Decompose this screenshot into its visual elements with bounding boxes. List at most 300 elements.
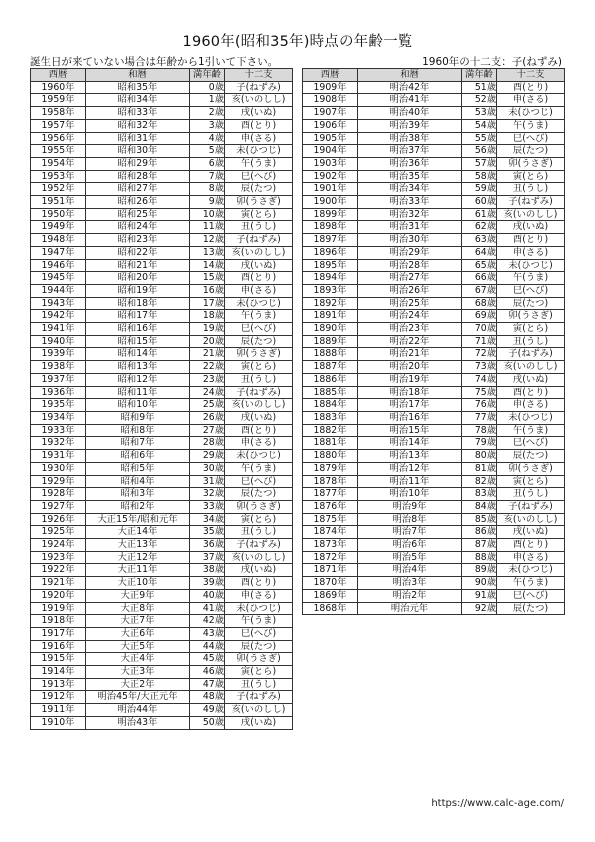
zodiac-cell: 亥(いのしし) bbox=[497, 208, 565, 221]
header-zodiac: 十二支 bbox=[225, 69, 293, 82]
age-cell: 29歳 bbox=[190, 450, 225, 463]
table-row bbox=[31, 539, 293, 552]
japanese-era-cell: 昭和35年 bbox=[86, 81, 190, 94]
japanese-era-cell: 明治44年 bbox=[86, 704, 190, 717]
table-row bbox=[303, 373, 565, 386]
western-year-cell: 1892年 bbox=[303, 297, 358, 310]
table-row bbox=[31, 361, 293, 374]
western-year-cell: 1895年 bbox=[303, 259, 358, 272]
japanese-era-cell: 大正14年 bbox=[86, 526, 190, 539]
western-year-cell: 1884年 bbox=[303, 399, 358, 412]
age-cell: 8歳 bbox=[190, 183, 225, 196]
age-cell: 32歳 bbox=[190, 488, 225, 501]
zodiac-cell: 亥(いのしし) bbox=[497, 361, 565, 374]
table-row bbox=[31, 348, 293, 361]
age-cell: 18歳 bbox=[190, 310, 225, 323]
zodiac-cell: 辰(たつ) bbox=[225, 640, 293, 653]
japanese-era-cell: 明治21年 bbox=[358, 348, 462, 361]
zodiac-cell: 亥(いのしし) bbox=[225, 704, 293, 717]
age-cell: 75歳 bbox=[462, 386, 497, 399]
western-year-cell: 1942年 bbox=[31, 310, 86, 323]
table-row bbox=[31, 208, 293, 221]
western-year-cell: 1958年 bbox=[31, 107, 86, 120]
western-year-cell: 1930年 bbox=[31, 462, 86, 475]
table-row bbox=[31, 221, 293, 234]
western-year-cell: 1893年 bbox=[303, 284, 358, 297]
western-year-cell: 1929年 bbox=[31, 475, 86, 488]
zodiac-cell: 寅(とら) bbox=[497, 475, 565, 488]
age-cell: 69歳 bbox=[462, 310, 497, 323]
age-cell: 43歳 bbox=[190, 627, 225, 640]
header-row bbox=[31, 69, 293, 82]
zodiac-cell: 寅(とら) bbox=[225, 208, 293, 221]
zodiac-cell: 申(さる) bbox=[225, 132, 293, 145]
western-year-cell: 1957年 bbox=[31, 119, 86, 132]
zodiac-cell: 亥(いのしし) bbox=[225, 94, 293, 107]
age-cell: 12歳 bbox=[190, 234, 225, 247]
age-cell: 72歳 bbox=[462, 348, 497, 361]
japanese-era-cell: 明治10年 bbox=[358, 488, 462, 501]
zodiac-cell: 午(うま) bbox=[497, 272, 565, 285]
western-year-cell: 1936年 bbox=[31, 386, 86, 399]
western-year-cell: 1943年 bbox=[31, 297, 86, 310]
table-row bbox=[303, 475, 565, 488]
japanese-era-cell: 明治33年 bbox=[358, 196, 462, 209]
japanese-era-cell: 明治19年 bbox=[358, 373, 462, 386]
age-cell: 55歳 bbox=[462, 132, 497, 145]
zodiac-cell: 巳(へび) bbox=[497, 437, 565, 450]
table-row bbox=[31, 589, 293, 602]
age-cell: 27歳 bbox=[190, 424, 225, 437]
western-year-cell: 1904年 bbox=[303, 145, 358, 158]
western-year-cell: 1946年 bbox=[31, 259, 86, 272]
age-cell: 54歳 bbox=[462, 119, 497, 132]
japanese-era-cell: 大正5年 bbox=[86, 640, 190, 653]
table-row bbox=[31, 297, 293, 310]
japanese-era-cell: 明治43年 bbox=[86, 716, 190, 729]
western-year-cell: 1931年 bbox=[31, 450, 86, 463]
header-japanese-era: 和暦 bbox=[86, 69, 190, 82]
age-cell: 10歳 bbox=[190, 208, 225, 221]
table-row bbox=[31, 640, 293, 653]
zodiac-cell: 卯(うさぎ) bbox=[497, 310, 565, 323]
western-year-cell: 1948年 bbox=[31, 234, 86, 247]
table-row bbox=[303, 348, 565, 361]
age-cell: 19歳 bbox=[190, 323, 225, 336]
japanese-era-cell: 昭和7年 bbox=[86, 437, 190, 450]
age-cell: 20歳 bbox=[190, 335, 225, 348]
age-table-right bbox=[302, 68, 565, 615]
western-year-cell: 1913年 bbox=[31, 678, 86, 691]
age-cell: 35歳 bbox=[190, 526, 225, 539]
western-year-cell: 1900年 bbox=[303, 196, 358, 209]
table-row bbox=[303, 170, 565, 183]
western-year-cell: 1898年 bbox=[303, 221, 358, 234]
western-year-cell: 1878年 bbox=[303, 475, 358, 488]
japanese-era-cell: 明治38年 bbox=[358, 132, 462, 145]
age-cell: 28歳 bbox=[190, 437, 225, 450]
zodiac-cell: 酉(とり) bbox=[497, 81, 565, 94]
zodiac-cell: 未(ひつじ) bbox=[225, 145, 293, 158]
western-year-cell: 1882年 bbox=[303, 424, 358, 437]
western-year-cell: 1927年 bbox=[31, 500, 86, 513]
table-row bbox=[31, 259, 293, 272]
age-cell: 40歳 bbox=[190, 589, 225, 602]
table-row bbox=[303, 272, 565, 285]
age-cell: 13歳 bbox=[190, 246, 225, 259]
japanese-era-cell: 昭和18年 bbox=[86, 297, 190, 310]
age-cell: 80歳 bbox=[462, 450, 497, 463]
western-year-cell: 1911年 bbox=[31, 704, 86, 717]
zodiac-cell: 申(さる) bbox=[497, 94, 565, 107]
age-cell: 61歳 bbox=[462, 208, 497, 221]
zodiac-cell: 卯(うさぎ) bbox=[497, 462, 565, 475]
western-year-cell: 1920年 bbox=[31, 589, 86, 602]
japanese-era-cell: 昭和12年 bbox=[86, 373, 190, 386]
table-row bbox=[31, 716, 293, 729]
table-row bbox=[303, 500, 565, 513]
zodiac-cell: 子(ねずみ) bbox=[225, 691, 293, 704]
japanese-era-cell: 明治9年 bbox=[358, 500, 462, 513]
table-row bbox=[31, 284, 293, 297]
zodiac-cell: 未(ひつじ) bbox=[225, 450, 293, 463]
age-cell: 87歳 bbox=[462, 539, 497, 552]
age-cell: 17歳 bbox=[190, 297, 225, 310]
age-table-left bbox=[30, 68, 293, 730]
japanese-era-cell: 明治16年 bbox=[358, 411, 462, 424]
age-cell: 47歳 bbox=[190, 678, 225, 691]
table-row bbox=[303, 246, 565, 259]
zodiac-cell: 亥(いのしし) bbox=[225, 399, 293, 412]
zodiac-cell: 戌(いぬ) bbox=[225, 564, 293, 577]
zodiac-cell: 戌(いぬ) bbox=[497, 526, 565, 539]
table-row bbox=[303, 221, 565, 234]
japanese-era-cell: 明治36年 bbox=[358, 157, 462, 170]
zodiac-cell: 戌(いぬ) bbox=[225, 107, 293, 120]
age-cell: 63歳 bbox=[462, 234, 497, 247]
japanese-era-cell: 昭和33年 bbox=[86, 107, 190, 120]
japanese-era-cell: 明治元年 bbox=[358, 602, 462, 615]
zodiac-cell: 未(ひつじ) bbox=[497, 107, 565, 120]
japanese-era-cell: 大正13年 bbox=[86, 539, 190, 552]
zodiac-cell: 未(ひつじ) bbox=[497, 259, 565, 272]
age-cell: 14歳 bbox=[190, 259, 225, 272]
western-year-cell: 1918年 bbox=[31, 615, 86, 628]
table-row bbox=[31, 145, 293, 158]
table-row bbox=[303, 259, 565, 272]
zodiac-cell: 戌(いぬ) bbox=[497, 373, 565, 386]
japanese-era-cell: 昭和22年 bbox=[86, 246, 190, 259]
western-year-cell: 1875年 bbox=[303, 513, 358, 526]
age-cell: 79歳 bbox=[462, 437, 497, 450]
western-year-cell: 1907年 bbox=[303, 107, 358, 120]
zodiac-cell: 申(さる) bbox=[497, 399, 565, 412]
table-row bbox=[31, 627, 293, 640]
table-row bbox=[31, 691, 293, 704]
zodiac-cell: 申(さる) bbox=[497, 246, 565, 259]
table-row bbox=[303, 450, 565, 463]
zodiac-cell: 卯(うさぎ) bbox=[225, 196, 293, 209]
japanese-era-cell: 昭和34年 bbox=[86, 94, 190, 107]
table-row bbox=[31, 94, 293, 107]
table-row bbox=[31, 81, 293, 94]
age-cell: 31歳 bbox=[190, 475, 225, 488]
japanese-era-cell: 昭和24年 bbox=[86, 221, 190, 234]
zodiac-cell: 戌(いぬ) bbox=[225, 411, 293, 424]
footer-url: https://www.calc-age.com/ bbox=[431, 798, 564, 809]
zodiac-cell: 寅(とら) bbox=[225, 361, 293, 374]
table-row bbox=[31, 615, 293, 628]
japanese-era-cell: 大正11年 bbox=[86, 564, 190, 577]
western-year-cell: 1921年 bbox=[31, 577, 86, 590]
table-row bbox=[31, 234, 293, 247]
japanese-era-cell: 明治37年 bbox=[358, 145, 462, 158]
japanese-era-cell: 明治26年 bbox=[358, 284, 462, 297]
japanese-era-cell: 明治41年 bbox=[358, 94, 462, 107]
japanese-era-cell: 明治31年 bbox=[358, 221, 462, 234]
age-cell: 67歳 bbox=[462, 284, 497, 297]
western-year-cell: 1944年 bbox=[31, 284, 86, 297]
table-row bbox=[31, 335, 293, 348]
japanese-era-cell: 明治27年 bbox=[358, 272, 462, 285]
western-year-cell: 1945年 bbox=[31, 272, 86, 285]
age-cell: 57歳 bbox=[462, 157, 497, 170]
japanese-era-cell: 大正12年 bbox=[86, 551, 190, 564]
zodiac-cell: 亥(いのしし) bbox=[497, 513, 565, 526]
age-cell: 0歳 bbox=[190, 81, 225, 94]
table-row bbox=[31, 119, 293, 132]
western-year-cell: 1941年 bbox=[31, 323, 86, 336]
western-year-cell: 1947年 bbox=[31, 246, 86, 259]
western-year-cell: 1933年 bbox=[31, 424, 86, 437]
table-row bbox=[31, 653, 293, 666]
age-cell: 44歳 bbox=[190, 640, 225, 653]
western-year-cell: 1889年 bbox=[303, 335, 358, 348]
zodiac-cell: 巳(へび) bbox=[225, 323, 293, 336]
japanese-era-cell: 明治34年 bbox=[358, 183, 462, 196]
zodiac-cell: 寅(とら) bbox=[497, 323, 565, 336]
western-year-cell: 1915年 bbox=[31, 653, 86, 666]
table-row bbox=[31, 386, 293, 399]
header-western-year: 西暦 bbox=[303, 69, 358, 82]
japanese-era-cell: 明治28年 bbox=[358, 259, 462, 272]
age-cell: 84歳 bbox=[462, 500, 497, 513]
western-year-cell: 1916年 bbox=[31, 640, 86, 653]
zodiac-cell: 午(うま) bbox=[225, 615, 293, 628]
age-cell: 21歳 bbox=[190, 348, 225, 361]
table-row bbox=[303, 119, 565, 132]
western-year-cell: 1880年 bbox=[303, 450, 358, 463]
western-year-cell: 1910年 bbox=[31, 716, 86, 729]
japanese-era-cell: 大正2年 bbox=[86, 678, 190, 691]
japanese-era-cell: 昭和11年 bbox=[86, 386, 190, 399]
table-row bbox=[303, 564, 565, 577]
table-body-left bbox=[31, 81, 293, 729]
zodiac-note: 1960年の十二支：子(ねずみ) bbox=[422, 56, 562, 68]
table-row bbox=[303, 424, 565, 437]
age-cell: 37歳 bbox=[190, 551, 225, 564]
japanese-era-cell: 昭和29年 bbox=[86, 157, 190, 170]
age-cell: 2歳 bbox=[190, 107, 225, 120]
age-cell: 48歳 bbox=[190, 691, 225, 704]
table-row bbox=[303, 539, 565, 552]
western-year-cell: 1951年 bbox=[31, 196, 86, 209]
zodiac-cell: 酉(とり) bbox=[497, 386, 565, 399]
zodiac-cell: 戌(いぬ) bbox=[225, 716, 293, 729]
japanese-era-cell: 明治7年 bbox=[358, 526, 462, 539]
japanese-era-cell: 昭和26年 bbox=[86, 196, 190, 209]
zodiac-cell: 丑(うし) bbox=[225, 678, 293, 691]
japanese-era-cell: 大正9年 bbox=[86, 589, 190, 602]
zodiac-cell: 巳(へび) bbox=[497, 284, 565, 297]
western-year-cell: 1937年 bbox=[31, 373, 86, 386]
western-year-cell: 1885年 bbox=[303, 386, 358, 399]
zodiac-cell: 未(ひつじ) bbox=[225, 602, 293, 615]
table-row bbox=[31, 526, 293, 539]
zodiac-cell: 辰(たつ) bbox=[225, 335, 293, 348]
zodiac-cell: 丑(うし) bbox=[497, 183, 565, 196]
zodiac-cell: 酉(とり) bbox=[225, 577, 293, 590]
zodiac-cell: 午(うま) bbox=[225, 462, 293, 475]
age-cell: 81歳 bbox=[462, 462, 497, 475]
age-cell: 82歳 bbox=[462, 475, 497, 488]
zodiac-cell: 寅(とら) bbox=[225, 513, 293, 526]
age-cell: 83歳 bbox=[462, 488, 497, 501]
japanese-era-cell: 昭和19年 bbox=[86, 284, 190, 297]
table-row bbox=[31, 666, 293, 679]
zodiac-cell: 辰(たつ) bbox=[497, 145, 565, 158]
japanese-era-cell: 昭和3年 bbox=[86, 488, 190, 501]
zodiac-cell: 丑(うし) bbox=[497, 335, 565, 348]
zodiac-cell: 子(ねずみ) bbox=[497, 196, 565, 209]
age-cell: 88歳 bbox=[462, 551, 497, 564]
japanese-era-cell: 明治23年 bbox=[358, 323, 462, 336]
zodiac-cell: 亥(いのしし) bbox=[225, 246, 293, 259]
zodiac-cell: 酉(とり) bbox=[225, 119, 293, 132]
zodiac-cell: 酉(とり) bbox=[497, 539, 565, 552]
table-row bbox=[303, 411, 565, 424]
zodiac-cell: 卯(うさぎ) bbox=[225, 500, 293, 513]
western-year-cell: 1874年 bbox=[303, 526, 358, 539]
age-cell: 15歳 bbox=[190, 272, 225, 285]
zodiac-cell: 卯(うさぎ) bbox=[225, 653, 293, 666]
zodiac-cell: 巳(へび) bbox=[225, 170, 293, 183]
zodiac-cell: 子(ねずみ) bbox=[225, 539, 293, 552]
japanese-era-cell: 大正4年 bbox=[86, 653, 190, 666]
zodiac-cell: 卯(うさぎ) bbox=[225, 348, 293, 361]
japanese-era-cell: 明治2年 bbox=[358, 589, 462, 602]
age-cell: 71歳 bbox=[462, 335, 497, 348]
zodiac-cell: 未(ひつじ) bbox=[225, 297, 293, 310]
zodiac-cell: 巳(へび) bbox=[225, 627, 293, 640]
zodiac-cell: 申(さる) bbox=[497, 551, 565, 564]
table-row bbox=[303, 81, 565, 94]
table-row bbox=[303, 488, 565, 501]
japanese-era-cell: 明治8年 bbox=[358, 513, 462, 526]
table-row bbox=[303, 386, 565, 399]
age-cell: 45歳 bbox=[190, 653, 225, 666]
western-year-cell: 1924年 bbox=[31, 539, 86, 552]
japanese-era-cell: 明治11年 bbox=[358, 475, 462, 488]
table-row bbox=[31, 411, 293, 424]
zodiac-cell: 戌(いぬ) bbox=[225, 259, 293, 272]
table-row bbox=[303, 513, 565, 526]
zodiac-cell: 子(ねずみ) bbox=[497, 500, 565, 513]
age-cell: 24歳 bbox=[190, 386, 225, 399]
zodiac-cell: 午(うま) bbox=[497, 577, 565, 590]
table-row bbox=[303, 284, 565, 297]
zodiac-cell: 寅(とら) bbox=[225, 666, 293, 679]
western-year-cell: 1881年 bbox=[303, 437, 358, 450]
zodiac-cell: 酉(とり) bbox=[225, 272, 293, 285]
japanese-era-cell: 明治14年 bbox=[358, 437, 462, 450]
western-year-cell: 1873年 bbox=[303, 539, 358, 552]
japanese-era-cell: 昭和28年 bbox=[86, 170, 190, 183]
age-cell: 73歳 bbox=[462, 361, 497, 374]
western-year-cell: 1914年 bbox=[31, 666, 86, 679]
western-year-cell: 1912年 bbox=[31, 691, 86, 704]
japanese-era-cell: 昭和15年 bbox=[86, 335, 190, 348]
table-row bbox=[31, 577, 293, 590]
table-row bbox=[31, 704, 293, 717]
table-row bbox=[303, 157, 565, 170]
zodiac-cell: 子(ねずみ) bbox=[225, 386, 293, 399]
zodiac-cell: 辰(たつ) bbox=[497, 450, 565, 463]
japanese-era-cell: 明治30年 bbox=[358, 234, 462, 247]
age-cell: 38歳 bbox=[190, 564, 225, 577]
japanese-era-cell: 昭和8年 bbox=[86, 424, 190, 437]
age-cell: 9歳 bbox=[190, 196, 225, 209]
age-cell: 64歳 bbox=[462, 246, 497, 259]
japanese-era-cell: 大正6年 bbox=[86, 627, 190, 640]
header-age: 満年齢 bbox=[190, 69, 225, 82]
table-row bbox=[303, 399, 565, 412]
japanese-era-cell: 明治17年 bbox=[358, 399, 462, 412]
western-year-cell: 1955年 bbox=[31, 145, 86, 158]
japanese-era-cell: 大正3年 bbox=[86, 666, 190, 679]
western-year-cell: 1953年 bbox=[31, 170, 86, 183]
age-cell: 26歳 bbox=[190, 411, 225, 424]
western-year-cell: 1903年 bbox=[303, 157, 358, 170]
western-year-cell: 1870年 bbox=[303, 577, 358, 590]
table-row bbox=[31, 678, 293, 691]
japanese-era-cell: 昭和20年 bbox=[86, 272, 190, 285]
header-row bbox=[303, 69, 565, 82]
table-row bbox=[31, 170, 293, 183]
japanese-era-cell: 昭和4年 bbox=[86, 475, 190, 488]
zodiac-cell: 寅(とら) bbox=[497, 170, 565, 183]
japanese-era-cell: 昭和14年 bbox=[86, 348, 190, 361]
table-row bbox=[31, 107, 293, 120]
zodiac-cell: 戌(いぬ) bbox=[497, 221, 565, 234]
japanese-era-cell: 大正8年 bbox=[86, 602, 190, 615]
table-row bbox=[31, 475, 293, 488]
japanese-era-cell: 明治35年 bbox=[358, 170, 462, 183]
age-cell: 41歳 bbox=[190, 602, 225, 615]
age-cell: 3歳 bbox=[190, 119, 225, 132]
age-cell: 46歳 bbox=[190, 666, 225, 679]
zodiac-cell: 亥(いのしし) bbox=[225, 551, 293, 564]
western-year-cell: 1928年 bbox=[31, 488, 86, 501]
age-cell: 68歳 bbox=[462, 297, 497, 310]
table-row bbox=[303, 323, 565, 336]
zodiac-cell: 巳(へび) bbox=[225, 475, 293, 488]
western-year-cell: 1952年 bbox=[31, 183, 86, 196]
table-row bbox=[31, 513, 293, 526]
western-year-cell: 1923年 bbox=[31, 551, 86, 564]
zodiac-cell: 未(ひつじ) bbox=[497, 564, 565, 577]
zodiac-cell: 午(うま) bbox=[225, 310, 293, 323]
